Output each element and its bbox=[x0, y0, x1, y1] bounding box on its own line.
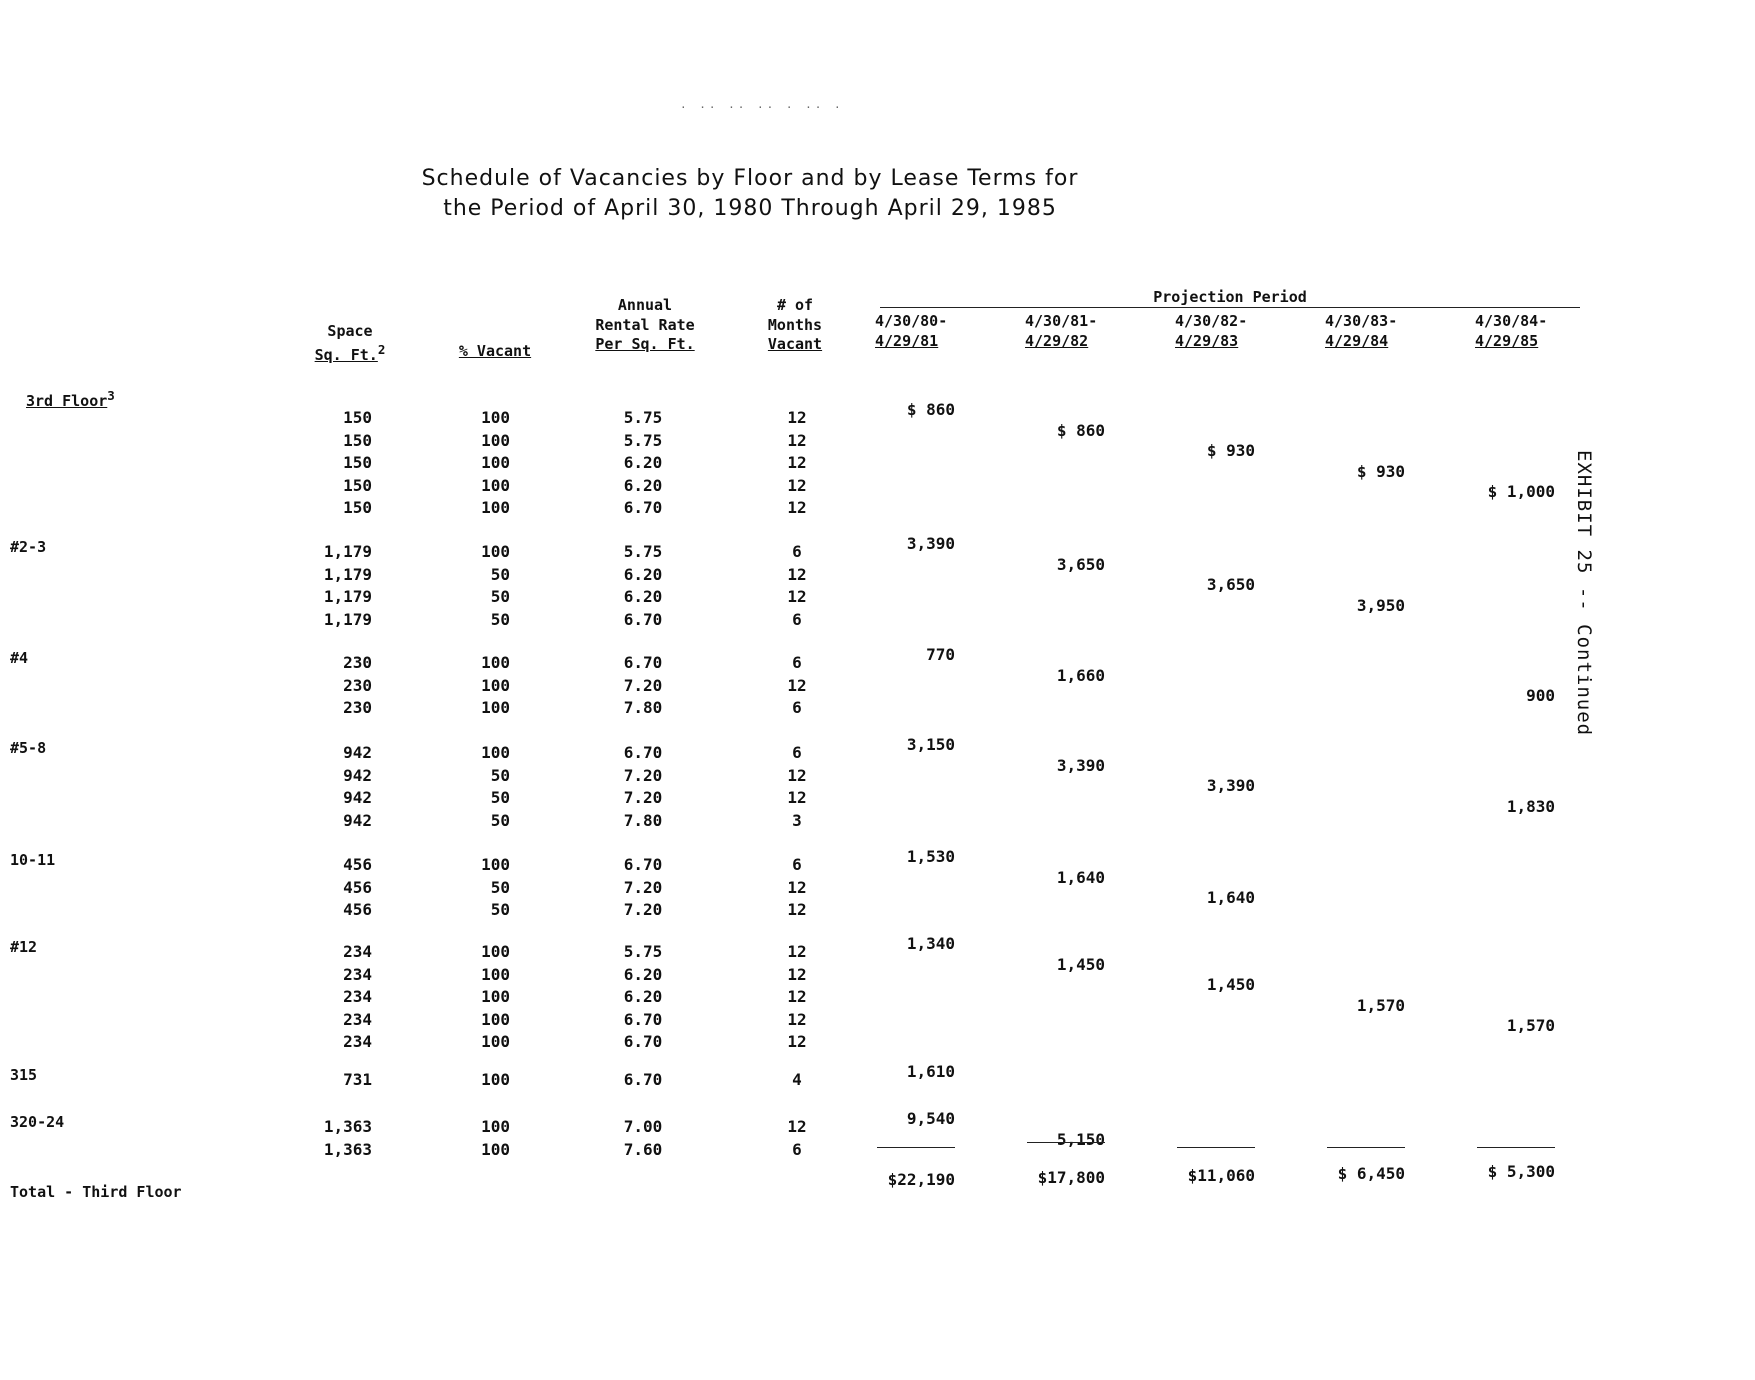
cell-sqft: 942 bbox=[343, 788, 372, 807]
header-rate-line1: Annual bbox=[617, 296, 673, 314]
cell-rental-rate: 6.70 bbox=[623, 1009, 663, 1029]
cell-rental-rate: 6.70 bbox=[623, 498, 663, 517]
cell-pct-vacant: 100 bbox=[481, 1117, 510, 1136]
cell-rental-rate: 6.20 bbox=[623, 475, 663, 495]
cell-projection-amount: 770 bbox=[926, 645, 955, 664]
cell-months-vacant: 6 bbox=[792, 1139, 802, 1159]
cell-sqft: 1,363 bbox=[323, 1139, 372, 1159]
cell-pct-vacant: 50 bbox=[490, 609, 510, 629]
cell-pct-vacant: 100 bbox=[481, 542, 510, 561]
cell-rental-rate: 5.75 bbox=[623, 430, 663, 450]
cell-sqft: 150 bbox=[343, 430, 372, 450]
cell-sqft: 1,179 bbox=[323, 609, 372, 629]
title-line-2: the Period of April 30, 1980 Through April 29, 1985 bbox=[443, 196, 1057, 221]
cell-projection-amount: 1,610 bbox=[906, 1062, 955, 1081]
section-label-text: 3rd Floor bbox=[26, 392, 108, 410]
header-rental-rate bbox=[580, 296, 710, 355]
projection-period-heading: Projection Period bbox=[1153, 288, 1307, 306]
footnote-3: 3 bbox=[107, 388, 115, 403]
cell-months-vacant: 6 bbox=[792, 609, 802, 629]
cell-sqft: 150 bbox=[343, 475, 372, 495]
cell-pct-vacant: 100 bbox=[481, 964, 510, 984]
cell-projection-amount: 1,450 bbox=[1206, 975, 1255, 994]
header-rate-line3: Per Sq. Ft. bbox=[595, 335, 695, 353]
cell-rental-rate: 7.20 bbox=[623, 900, 663, 919]
total-value: $17,800 bbox=[1037, 1168, 1105, 1187]
cell-projection-amount: $ 1,000 bbox=[1487, 482, 1555, 501]
cell-pct-vacant: 100 bbox=[481, 942, 510, 961]
cell-months-vacant: 12 bbox=[787, 564, 807, 584]
cell-sqft: 150 bbox=[343, 408, 372, 427]
scan-marks: . .. .. .. . .. . bbox=[680, 98, 844, 111]
period-header-line2: 4/29/82 bbox=[1025, 331, 1089, 350]
cell-projection-amount: 3,650 bbox=[1056, 554, 1105, 574]
cell-months-vacant: 12 bbox=[787, 987, 807, 1006]
period-header-line1: 4/30/84- bbox=[1475, 312, 1548, 330]
cell-projection-amount: $ 930 bbox=[1356, 461, 1405, 481]
cell-rental-rate: 6.70 bbox=[623, 743, 663, 762]
cell-pct-vacant: 100 bbox=[481, 408, 510, 427]
cell-months-vacant: 12 bbox=[787, 964, 807, 984]
cell-sqft: 942 bbox=[343, 765, 372, 785]
period-header-line2: 4/29/85 bbox=[1475, 331, 1539, 350]
cell-months-vacant: 6 bbox=[792, 743, 802, 762]
cell-pct-vacant: 100 bbox=[481, 698, 510, 717]
header-pct-vacant bbox=[440, 342, 550, 362]
unit-label: #4 bbox=[10, 649, 29, 667]
cell-months-vacant: 12 bbox=[787, 498, 807, 517]
period-header-line2: 4/29/81 bbox=[875, 331, 939, 350]
period-header-line1: 4/30/81- bbox=[1025, 312, 1098, 330]
cell-pct-vacant: 50 bbox=[490, 877, 510, 897]
header-space-line1: Space bbox=[327, 322, 373, 340]
cell-rental-rate: 6.20 bbox=[623, 964, 663, 984]
cell-sqft: 234 bbox=[343, 1009, 372, 1029]
cell-projection-amount: 3,390 bbox=[1056, 755, 1105, 775]
total-rule bbox=[1027, 1142, 1105, 1143]
projection-period-rule bbox=[880, 307, 1580, 308]
title-line-1: Schedule of Vacancies by Floor and by Lease Terms for bbox=[421, 166, 1079, 191]
cell-pct-vacant: 50 bbox=[490, 900, 510, 919]
cell-sqft: 234 bbox=[343, 942, 372, 961]
cell-sqft: 1,179 bbox=[323, 542, 372, 561]
cell-sqft: 1,179 bbox=[323, 564, 372, 584]
cell-projection-amount: 900 bbox=[1526, 686, 1555, 705]
cell-pct-vacant: 50 bbox=[490, 587, 510, 606]
period-header-4 bbox=[1325, 312, 1415, 351]
cell-pct-vacant: 100 bbox=[481, 653, 510, 672]
total-label: Total - Third Floor bbox=[10, 1183, 182, 1201]
cell-sqft: 942 bbox=[343, 810, 372, 830]
unit-label: 315 bbox=[10, 1066, 38, 1084]
total-value: $11,060 bbox=[1187, 1166, 1255, 1185]
cell-projection-amount: 1,450 bbox=[1056, 954, 1105, 974]
cell-pct-vacant: 100 bbox=[481, 743, 510, 762]
header-months-line1: # of bbox=[776, 296, 814, 314]
period-header-line1: 4/30/80- bbox=[875, 312, 948, 330]
cell-sqft: 234 bbox=[343, 1032, 372, 1051]
total-value: $ 5,300 bbox=[1487, 1162, 1555, 1181]
total-value: $ 6,450 bbox=[1337, 1164, 1405, 1183]
cell-projection-amount: 1,640 bbox=[1056, 867, 1105, 887]
cell-sqft: 230 bbox=[343, 653, 372, 672]
cell-months-vacant: 6 bbox=[792, 542, 802, 561]
cell-rental-rate: 6.70 bbox=[623, 653, 663, 672]
period-header-3 bbox=[1175, 312, 1265, 351]
cell-sqft: 1,363 bbox=[323, 1117, 372, 1136]
cell-projection-amount: $ 860 bbox=[906, 400, 955, 419]
total-value: $22,190 bbox=[887, 1170, 955, 1189]
unit-label: 320-24 bbox=[10, 1113, 65, 1131]
cell-months-vacant: 3 bbox=[792, 810, 802, 830]
cell-months-vacant: 12 bbox=[787, 675, 807, 695]
cell-rental-rate: 5.75 bbox=[623, 542, 663, 561]
cell-rental-rate: 7.20 bbox=[623, 675, 663, 695]
header-months-line3: Vacant bbox=[767, 335, 823, 353]
period-header-line2: 4/29/83 bbox=[1175, 331, 1239, 350]
cell-pct-vacant: 50 bbox=[490, 564, 510, 584]
cell-months-vacant: 4 bbox=[792, 1070, 802, 1089]
cell-months-vacant: 12 bbox=[787, 765, 807, 785]
unit-label: 10-11 bbox=[10, 851, 56, 869]
cell-pct-vacant: 100 bbox=[481, 675, 510, 695]
period-header-line1: 4/30/82- bbox=[1175, 312, 1248, 330]
cell-rental-rate: 7.00 bbox=[623, 1117, 663, 1136]
cell-pct-vacant: 100 bbox=[481, 1070, 510, 1089]
footnote-2: 2 bbox=[377, 341, 386, 357]
header-space bbox=[295, 322, 405, 365]
cell-pct-vacant: 100 bbox=[481, 475, 510, 495]
total-rule bbox=[1477, 1147, 1555, 1148]
cell-pct-vacant: 100 bbox=[481, 987, 510, 1006]
cell-sqft: 456 bbox=[343, 877, 372, 897]
cell-months-vacant: 12 bbox=[787, 430, 807, 450]
period-header-line1: 4/30/83- bbox=[1325, 312, 1398, 330]
unit-label: #2-3 bbox=[10, 538, 47, 556]
cell-rental-rate: 7.60 bbox=[623, 1139, 663, 1159]
header-months-line2: Months bbox=[767, 315, 823, 334]
cell-months-vacant: 12 bbox=[787, 900, 807, 919]
cell-rental-rate: 6.20 bbox=[623, 564, 663, 584]
cell-projection-amount: 5,150 bbox=[1056, 1129, 1105, 1149]
cell-projection-amount: $ 860 bbox=[1056, 420, 1105, 440]
cell-sqft: 456 bbox=[343, 900, 372, 919]
header-months-vacant bbox=[750, 296, 840, 355]
cell-months-vacant: 12 bbox=[787, 877, 807, 897]
cell-sqft: 150 bbox=[343, 453, 372, 472]
page-title bbox=[350, 164, 1150, 224]
cell-rental-rate: 7.20 bbox=[623, 788, 663, 807]
cell-months-vacant: 12 bbox=[787, 408, 807, 427]
exhibit-side-label: EXHIBIT 25 -- Continued bbox=[1573, 450, 1595, 737]
period-header-line2: 4/29/84 bbox=[1325, 331, 1389, 350]
cell-pct-vacant: 100 bbox=[481, 430, 510, 450]
cell-projection-amount: 1,640 bbox=[1206, 888, 1255, 907]
cell-months-vacant: 12 bbox=[787, 1009, 807, 1029]
cell-pct-vacant: 100 bbox=[481, 498, 510, 517]
cell-sqft: 731 bbox=[343, 1070, 372, 1089]
unit-label: #5-8 bbox=[10, 739, 47, 757]
cell-sqft: 230 bbox=[343, 698, 372, 717]
cell-pct-vacant: 100 bbox=[481, 855, 510, 874]
cell-sqft: 1,179 bbox=[323, 587, 372, 606]
cell-months-vacant: 12 bbox=[787, 475, 807, 495]
cell-pct-vacant: 50 bbox=[490, 788, 510, 807]
cell-pct-vacant: 100 bbox=[481, 1032, 510, 1051]
cell-projection-amount: 9,540 bbox=[906, 1109, 955, 1128]
cell-sqft: 230 bbox=[343, 675, 372, 695]
cell-rental-rate: 7.20 bbox=[623, 765, 663, 785]
cell-projection-amount: 1,830 bbox=[1506, 796, 1555, 816]
cell-rental-rate: 7.80 bbox=[623, 698, 663, 717]
cell-rental-rate: 5.75 bbox=[623, 408, 663, 427]
total-rule bbox=[1177, 1147, 1255, 1148]
cell-pct-vacant: 100 bbox=[481, 1139, 510, 1159]
cell-projection-amount: 1,340 bbox=[906, 934, 955, 953]
cell-rental-rate: 6.70 bbox=[623, 609, 663, 629]
cell-months-vacant: 12 bbox=[787, 1117, 807, 1136]
cell-rental-rate: 6.70 bbox=[623, 855, 663, 874]
cell-pct-vacant: 100 bbox=[481, 453, 510, 472]
cell-projection-amount: 1,660 bbox=[1056, 665, 1105, 685]
section-label bbox=[26, 388, 115, 410]
cell-projection-amount: $ 930 bbox=[1206, 441, 1255, 460]
header-space-label: Sq. Ft. bbox=[314, 345, 378, 364]
period-header-1 bbox=[875, 312, 965, 351]
cell-projection-amount: 3,390 bbox=[906, 534, 955, 553]
cell-pct-vacant: 100 bbox=[481, 1009, 510, 1029]
cell-months-vacant: 12 bbox=[787, 788, 807, 807]
cell-projection-amount: 3,950 bbox=[1356, 595, 1405, 615]
cell-months-vacant: 12 bbox=[787, 1032, 807, 1051]
cell-sqft: 234 bbox=[343, 964, 372, 984]
period-header-5 bbox=[1475, 312, 1565, 351]
cell-pct-vacant: 50 bbox=[490, 765, 510, 785]
cell-rental-rate: 6.20 bbox=[623, 587, 663, 606]
cell-projection-amount: 3,150 bbox=[906, 735, 955, 754]
cell-rental-rate: 6.70 bbox=[623, 1070, 663, 1089]
cell-months-vacant: 6 bbox=[792, 698, 802, 717]
total-rule bbox=[1327, 1147, 1405, 1148]
cell-projection-amount: 1,570 bbox=[1506, 1016, 1555, 1035]
cell-rental-rate: 6.20 bbox=[623, 987, 663, 1006]
cell-months-vacant: 6 bbox=[792, 653, 802, 672]
header-rate-line2: Rental Rate bbox=[595, 315, 695, 334]
header-space-line2 bbox=[295, 342, 405, 366]
cell-projection-amount: 3,390 bbox=[1206, 776, 1255, 795]
cell-sqft: 456 bbox=[343, 855, 372, 874]
cell-sqft: 234 bbox=[343, 987, 372, 1006]
header-pct-vacant-label: % Vacant bbox=[458, 342, 532, 360]
cell-projection-amount: 1,570 bbox=[1356, 995, 1405, 1015]
cell-months-vacant: 12 bbox=[787, 942, 807, 961]
cell-rental-rate: 5.75 bbox=[623, 942, 663, 961]
cell-rental-rate: 6.70 bbox=[623, 1032, 663, 1051]
cell-sqft: 150 bbox=[343, 498, 372, 517]
cell-projection-amount: 1,530 bbox=[906, 847, 955, 866]
cell-sqft: 942 bbox=[343, 743, 372, 762]
unit-label: #12 bbox=[10, 938, 38, 956]
cell-months-vacant: 12 bbox=[787, 453, 807, 472]
cell-rental-rate: 7.20 bbox=[623, 877, 663, 897]
cell-months-vacant: 6 bbox=[792, 855, 802, 874]
cell-months-vacant: 12 bbox=[787, 587, 807, 606]
cell-pct-vacant: 50 bbox=[490, 810, 510, 830]
cell-rental-rate: 7.80 bbox=[623, 810, 663, 830]
total-rule bbox=[877, 1147, 955, 1148]
cell-projection-amount: 3,650 bbox=[1206, 575, 1255, 594]
cell-rental-rate: 6.20 bbox=[623, 453, 663, 472]
period-header-2 bbox=[1025, 312, 1115, 351]
